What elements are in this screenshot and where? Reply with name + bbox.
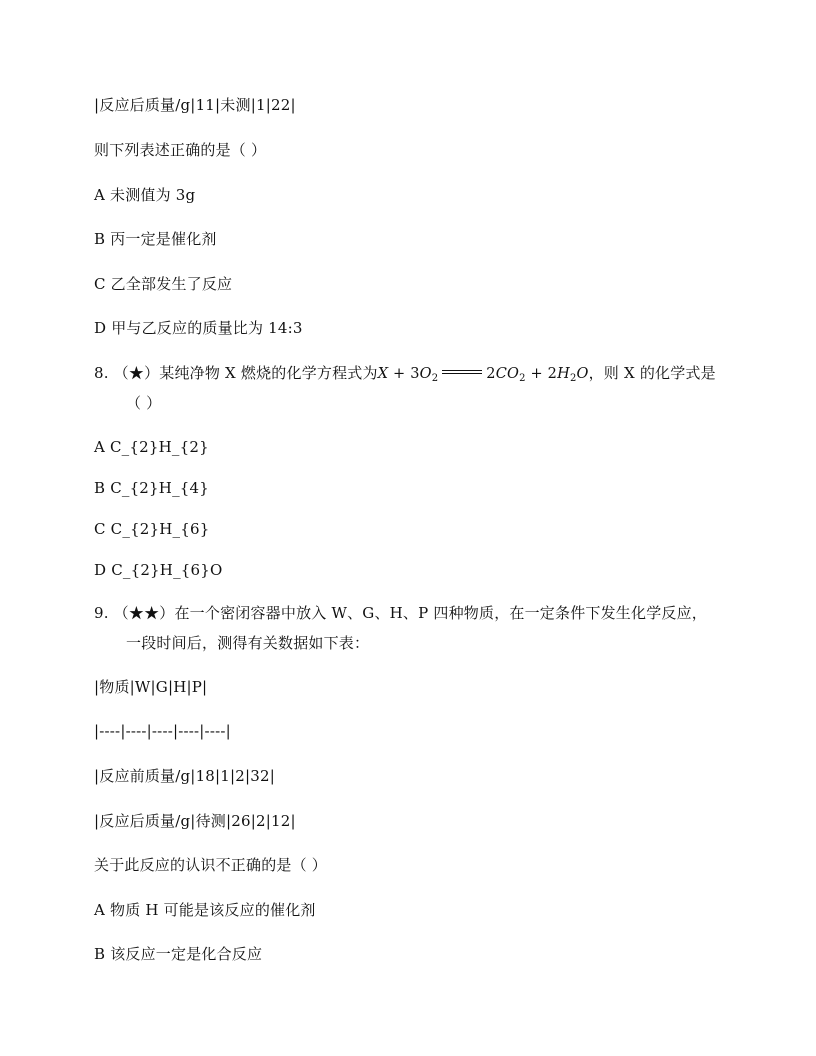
question-8-stem — [94, 363, 716, 384]
table1-row-after: |反应后质量/g|11|未测|1|22| — [94, 96, 296, 114]
question-8-option-d: D C_{2}H_{6}O — [94, 561, 223, 579]
equals-sign — [442, 368, 482, 376]
question-8-paren: （ ） — [126, 394, 162, 412]
question-9-question: 关于此反应的认识不正确的是（ ） — [94, 856, 327, 874]
equation-plus-1: + 3 — [388, 366, 420, 382]
question-9-stem-line-1: 9. （★★）在一个密闭容器中放入 W、G、H、P 四种物质，在一定条件下发生化学反应， — [94, 604, 707, 622]
question-9-option-b: B 该反应一定是化合反应 — [94, 945, 263, 963]
question-7-stem: 则下列表述正确的是（ ） — [94, 141, 267, 159]
equation-h2o-o: O — [576, 366, 589, 382]
equation-h2o-sub: 2 — [569, 373, 577, 384]
table2-separator: |----|----|----|----|----| — [94, 722, 231, 740]
question-7-option-c: C 乙全部发生了反应 — [94, 275, 233, 293]
question-7-option-b: B 丙一定是催化剂 — [94, 230, 217, 248]
chemical-equation — [378, 366, 589, 382]
equation-co2-sub: 2 — [519, 373, 526, 384]
table2-row-before: |反应前质量/g|18|1|2|32| — [94, 767, 276, 785]
equation-plus-2: + 2 — [525, 366, 558, 382]
question-8-option-a: A C_{2}H_{2} — [94, 438, 209, 456]
question-7-option-d: D 甲与乙反应的质量比为 14:3 — [94, 319, 303, 337]
question-9-option-a: A 物质 H 可能是该反应的催化剂 — [94, 901, 316, 919]
question-9-stem-line-2: 一段时间后，测得有关数据如下表： — [126, 634, 370, 652]
question-8-option-c: C C_{2}H_{6} — [94, 520, 210, 538]
question-7-option-a: A 未测值为 3g — [94, 186, 196, 204]
equation-co2-coef: 2 — [486, 366, 496, 382]
question-8-option-b: B C_{2}H_{4} — [94, 479, 210, 497]
question-8-suffix: ，则 X 的化学式是 — [588, 364, 716, 382]
question-8-prefix: 8. （★）某纯净物 X 燃烧的化学方程式为 — [94, 364, 378, 382]
equation-o2: O — [419, 366, 432, 382]
equation-o2-sub: 2 — [431, 373, 439, 384]
equation-x: X — [377, 366, 389, 382]
table2-row-after: |反应后质量/g|待测|26|2|12| — [94, 812, 296, 830]
table2-header: |物质|W|G|H|P| — [94, 678, 208, 696]
equation-h2o-h: H — [557, 366, 570, 382]
equation-co2: CO — [495, 366, 520, 382]
